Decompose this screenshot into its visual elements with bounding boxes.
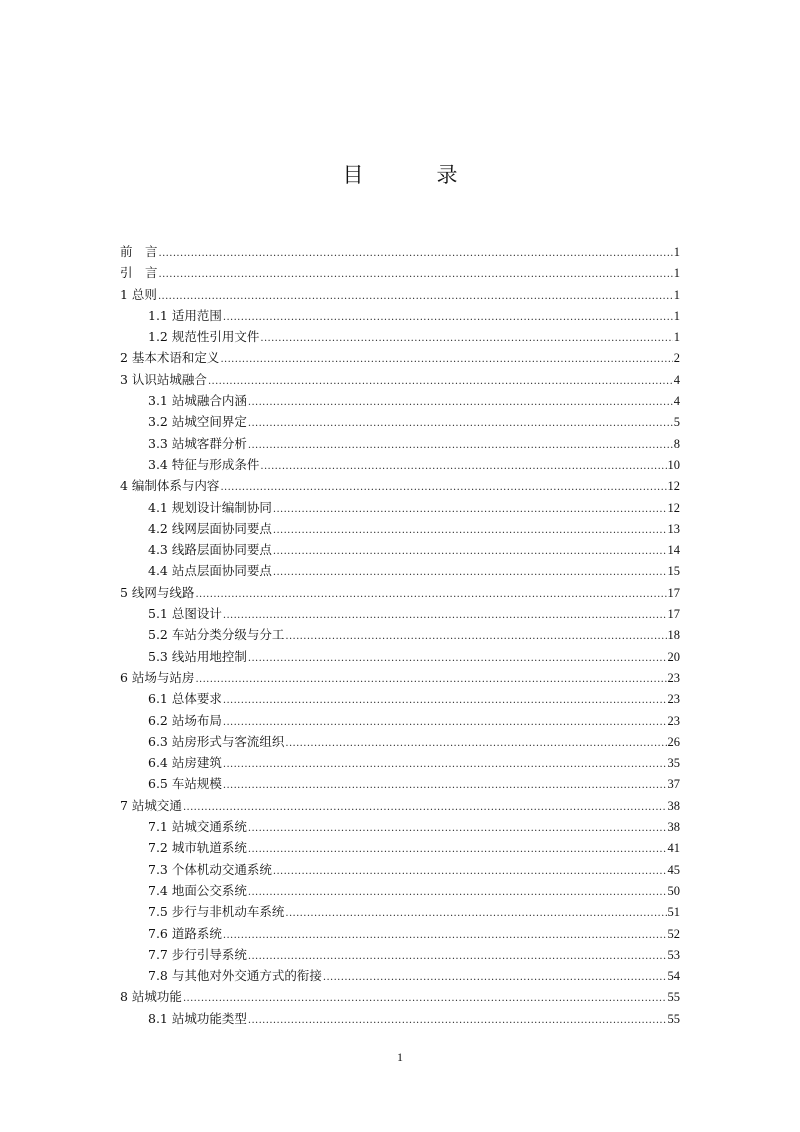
toc-entry-page: 10 <box>667 457 680 472</box>
toc-entry-label: 6.2 站场布局 <box>148 712 222 728</box>
toc-leader-dots <box>223 310 673 320</box>
toc-entry-page: 54 <box>667 969 680 984</box>
toc-entry-page: 23 <box>667 713 680 728</box>
toc-entry-page: 50 <box>667 883 680 898</box>
toc-entry-label: 7.7 步行引导系统 <box>148 946 247 962</box>
toc-entry-page: 45 <box>667 862 680 877</box>
toc-entry-page: 35 <box>667 756 680 771</box>
toc-leader-dots <box>248 651 667 661</box>
toc-entry-label: 5.3 线站用地控制 <box>148 648 247 664</box>
toc-entry-page: 26 <box>667 734 680 749</box>
toc-entry-page: 20 <box>667 649 680 664</box>
toc-entry-label: 4.3 线路层面协同要点 <box>148 542 272 558</box>
toc-leader-dots <box>248 885 667 895</box>
toc-entry[interactable] <box>120 582 680 603</box>
toc-entry[interactable] <box>120 475 680 496</box>
toc-entry-page: 2 <box>673 351 680 366</box>
toc-entry-label: 3.3 站城客群分析 <box>148 435 247 451</box>
toc-leader-dots <box>223 693 667 703</box>
toc-leader-dots <box>273 544 667 554</box>
toc-entry[interactable] <box>120 433 680 454</box>
toc-entry-label: 7.2 城市轨道系统 <box>148 840 247 856</box>
table-of-contents <box>120 241 680 1029</box>
toc-leader-dots <box>248 821 667 831</box>
toc-entry-label: 7 站城交通 <box>120 797 182 813</box>
toc-entry-label: 6.1 总体要求 <box>148 691 222 707</box>
toc-entry[interactable] <box>120 986 680 1007</box>
toc-entry-label: 6 站场与站房 <box>120 669 195 685</box>
toc-entry[interactable] <box>120 369 680 390</box>
toc-leader-dots <box>248 842 667 852</box>
toc-leader-dots <box>223 757 667 767</box>
toc-entry-page: 5 <box>673 415 680 430</box>
toc-entry-page: 17 <box>667 607 680 622</box>
toc-entry-label: 5 线网与线路 <box>120 584 195 600</box>
toc-entry-label: 3.1 站城融合内涵 <box>148 393 247 409</box>
page-title: 目 录 <box>342 163 484 187</box>
toc-entry-label: 5.1 总图设计 <box>148 606 222 622</box>
toc-leader-dots <box>158 289 673 299</box>
toc-entry[interactable] <box>120 603 680 624</box>
toc-leader-dots <box>183 991 667 1001</box>
toc-entry[interactable] <box>120 901 680 922</box>
toc-entry-page: 38 <box>667 798 680 813</box>
toc-leader-dots <box>195 587 666 597</box>
toc-entry[interactable] <box>120 518 680 539</box>
toc-entry-page: 51 <box>667 905 680 920</box>
toc-leader-dots <box>260 459 666 469</box>
toc-entry-page: 1 <box>673 266 680 281</box>
toc-entry[interactable] <box>120 795 680 816</box>
toc-leader-dots <box>273 523 667 533</box>
toc-entry[interactable] <box>120 710 680 731</box>
toc-entry[interactable] <box>120 1008 680 1029</box>
toc-entry-label: 4.1 规划设计编制协同 <box>148 499 272 515</box>
toc-entry-page: 8 <box>673 436 680 451</box>
toc-entry[interactable] <box>120 944 680 965</box>
toc-entry-label: 4.2 线网层面协同要点 <box>148 520 272 536</box>
page-number: 1 <box>397 1050 403 1064</box>
toc-leader-dots <box>273 864 667 874</box>
toc-entry-label: 7.5 步行与非机动车系统 <box>148 904 285 920</box>
toc-entry[interactable] <box>120 965 680 986</box>
toc-leader-dots <box>223 608 667 618</box>
toc-entry-label: 4 编制体系与内容 <box>120 478 220 494</box>
toc-leader-dots <box>285 736 666 746</box>
toc-entry-page: 18 <box>667 628 680 643</box>
toc-entry-label: 7.8 与其他对外交通方式的衔接 <box>148 968 322 984</box>
toc-leader-dots <box>223 928 667 938</box>
toc-leader-dots <box>248 416 673 426</box>
toc-entry-page: 4 <box>673 394 680 409</box>
toc-entry[interactable] <box>120 688 680 709</box>
toc-entry-label: 5.2 车站分类分级与分工 <box>148 627 285 643</box>
toc-entry[interactable] <box>120 837 680 858</box>
toc-entry-page: 23 <box>667 670 680 685</box>
toc-entry-page: 52 <box>667 926 680 941</box>
toc-leader-dots <box>285 906 666 916</box>
toc-entry[interactable] <box>120 667 680 688</box>
toc-leader-dots <box>159 267 673 277</box>
toc-leader-dots <box>248 438 673 448</box>
toc-entry-page: 13 <box>667 521 680 536</box>
toc-entry-page: 1 <box>673 308 680 323</box>
toc-entry-label: 1 总则 <box>120 286 157 302</box>
toc-entry-page: 38 <box>667 820 680 835</box>
toc-leader-dots <box>248 395 673 405</box>
toc-entry-label: 7.3 个体机动交通系统 <box>148 861 272 877</box>
toc-leader-dots <box>220 352 672 362</box>
toc-entry[interactable] <box>120 262 680 283</box>
toc-entry[interactable] <box>120 880 680 901</box>
toc-entry-label: 3.2 站城空间界定 <box>148 414 247 430</box>
toc-entry[interactable] <box>120 859 680 880</box>
toc-entry-page: 12 <box>667 500 680 515</box>
toc-entry-page: 55 <box>667 1011 680 1026</box>
toc-entry[interactable] <box>120 284 680 305</box>
toc-leader-dots <box>195 672 666 682</box>
toc-entry-page: 53 <box>667 947 680 962</box>
toc-entry[interactable] <box>120 624 680 645</box>
toc-leader-dots <box>183 800 667 810</box>
toc-entry-page: 14 <box>667 543 680 558</box>
toc-entry-label: 6.4 站房建筑 <box>148 755 222 771</box>
toc-entry[interactable] <box>120 816 680 837</box>
toc-entry-page: 12 <box>667 479 680 494</box>
toc-entry-page: 1 <box>673 245 680 259</box>
toc-leader-dots <box>223 778 667 788</box>
toc-entry[interactable] <box>120 454 680 475</box>
toc-leader-dots <box>260 331 672 341</box>
toc-entry[interactable] <box>120 326 680 347</box>
toc-entry-label: 1.2 规范性引用文件 <box>148 329 260 345</box>
toc-leader-dots <box>273 502 667 512</box>
toc-leader-dots <box>220 480 666 490</box>
toc-entry-label: 8 站城功能 <box>120 989 182 1005</box>
toc-entry-page: 15 <box>667 564 680 579</box>
toc-entry[interactable] <box>120 773 680 794</box>
toc-entry-label: 7.6 道路系统 <box>148 925 222 941</box>
toc-entry-label: 7.4 地面公交系统 <box>148 882 247 898</box>
toc-entry[interactable] <box>120 560 680 581</box>
toc-leader-dots <box>248 949 667 959</box>
toc-entry[interactable] <box>120 646 680 667</box>
toc-entry-page: 1 <box>673 287 680 302</box>
toc-entry[interactable] <box>120 241 680 262</box>
toc-entry-label: 8.1 站城功能类型 <box>148 1010 247 1026</box>
toc-entry[interactable] <box>120 305 680 326</box>
toc-leader-dots <box>208 374 673 384</box>
toc-entry-page: 4 <box>673 372 680 387</box>
toc-entry[interactable] <box>120 731 680 752</box>
toc-entry[interactable] <box>120 539 680 560</box>
toc-entry-label: 4.4 站点层面协同要点 <box>148 563 272 579</box>
toc-leader-dots <box>248 1013 667 1023</box>
toc-entry-label: 前 言 <box>120 244 158 259</box>
toc-leader-dots <box>285 629 666 639</box>
toc-entry-page: 55 <box>667 990 680 1005</box>
toc-leader-dots <box>323 970 667 980</box>
toc-entry-page: 41 <box>667 841 680 856</box>
toc-leader-dots <box>223 715 667 725</box>
toc-entry[interactable] <box>120 411 680 432</box>
toc-entry[interactable] <box>120 347 680 368</box>
toc-entry-label: 3.4 特征与形成条件 <box>148 456 260 472</box>
toc-entry-label: 1.1 适用范围 <box>148 307 222 323</box>
toc-entry[interactable] <box>120 390 680 411</box>
toc-entry-label: 6.3 站房形式与客流组织 <box>148 733 285 749</box>
toc-entry[interactable] <box>120 497 680 518</box>
toc-leader-dots <box>159 246 673 256</box>
toc-entry-page: 37 <box>667 777 680 792</box>
toc-entry-label: 6.5 车站规模 <box>148 776 222 792</box>
toc-entry-label: 2 基本术语和定义 <box>120 350 220 366</box>
toc-leader-dots <box>273 565 667 575</box>
toc-entry[interactable] <box>120 752 680 773</box>
toc-entry-label: 3 认识站城融合 <box>120 371 207 387</box>
toc-entry-page: 17 <box>667 585 680 600</box>
toc-entry[interactable] <box>120 923 680 944</box>
toc-entry-page: 23 <box>667 692 680 707</box>
toc-entry-label: 7.1 站城交通系统 <box>148 819 247 835</box>
toc-entry-label: 引 言 <box>120 265 158 281</box>
toc-entry-page: 1 <box>673 330 680 345</box>
